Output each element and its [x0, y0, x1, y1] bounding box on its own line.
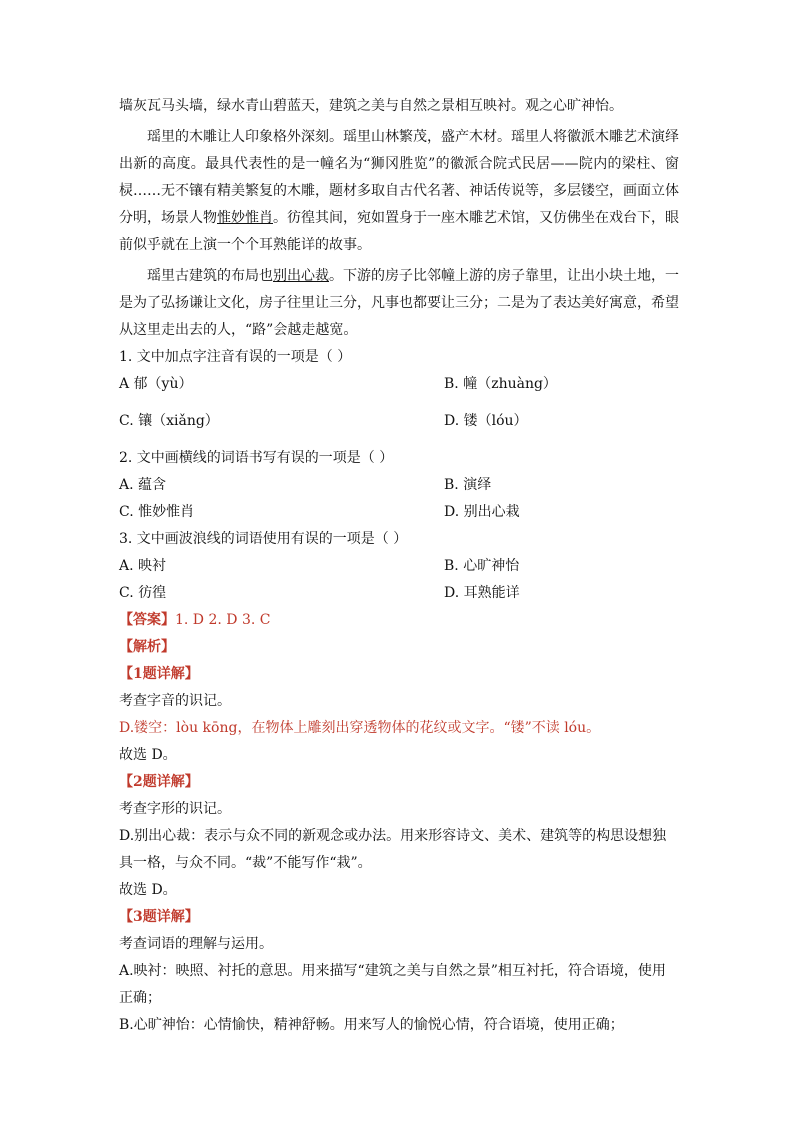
q2-conclusion: 故选 D。	[119, 882, 177, 898]
q2-detail: D.别出心裁：表示与众不同的新观念或办法。用来形容诗文、美术、建筑等的构思设想独具一格，与众不同。“裁”不能写作“栽”。	[119, 828, 667, 871]
question-1-stem: 1. 文中加点字注音有误的一项是（ ）	[119, 349, 352, 365]
passage-p3-text-b: 。下游的房子比邻幢上游的房子靠里，让出小块土地，一是为了弘扬谦让文化，房子往里让三分，凡事也都要让三分；二是为了表达美好寓意，希望从这里走出去的人，“路”会越走越宽。	[119, 268, 679, 338]
analysis-label: 【解析】	[119, 639, 175, 655]
passage-paragraph-2	[119, 124, 679, 259]
question-3-option-a: A. 映衬	[119, 558, 167, 574]
passage-paragraph-1: 墙灰瓦马头墙，绿水青山碧蓝天，建筑之美与自然之景相互映衬。观之心旷神怡。	[119, 98, 623, 114]
q1-detail-heading: 【1题详解】	[119, 666, 199, 682]
question-3-options	[119, 553, 679, 607]
answer-label: 【答案】	[119, 612, 175, 628]
passage-p2-text-a: 瑶里的木雕让人印象格外深刻。瑶里山林繁茂，盛产木材。瑶里人将徽派木雕艺术演绎出新的高度。最具代表性的是一幢名为“狮冈胜览”的徽派合院式民居——院内的梁柱、窗棂……无不镶有精美繁复的木雕，题材多取自古代名著、神话传说等，多层镂空，画面立体分明，场景人物	[119, 129, 679, 226]
q1-detail: D.镂空：lòu kōng，在物体上雕刻出穿透物体的花纹或文字。“镂”不读 lóu。	[119, 720, 601, 736]
question-3-option-c: C. 彷徨	[119, 585, 167, 601]
question-2-option-c: C. 惟妙惟肖	[119, 504, 195, 520]
question-3-stem: 3. 文中画波浪线的词语使用有误的一项是（ ）	[119, 531, 408, 547]
question-2-stem: 2. 文中画横线的词语书写有误的一项是（ ）	[119, 450, 394, 466]
answer-values: 1. D 2. D 3. C	[175, 612, 271, 628]
question-1-option-c: C. 镶（xiǎng）	[119, 413, 219, 429]
q2-topic: 考查字形的识记。	[119, 801, 231, 817]
question-1-option-b: B. 幢（zhuàng）	[444, 376, 557, 392]
passage-paragraph-3	[119, 263, 679, 344]
passage-p3-text-a: 瑶里古建筑的布局也	[147, 268, 273, 284]
q1-topic: 考查字音的识记。	[119, 693, 231, 709]
question-3-option-d: D. 耳熟能详	[444, 585, 520, 601]
document-content	[119, 93, 679, 1039]
underlined-word-biechuxincai: 别出心裁	[273, 268, 329, 284]
question-3-option-b: B. 心旷神怡	[444, 558, 520, 574]
question-1-option-d: D. 镂（lóu）	[444, 413, 528, 429]
q1-conclusion: 故选 D。	[119, 747, 177, 763]
question-2-option-d: D. 别出心栽	[444, 504, 520, 520]
q3-topic: 考查词语的理解与运用。	[119, 936, 273, 952]
answer-line	[119, 607, 679, 634]
question-2-option-a: A. 蕴含	[119, 477, 167, 493]
q3-detail-b: B.心旷神怡：心情愉快，精神舒畅。用来写人的愉悦心情，符合语境，使用正确；	[119, 1017, 624, 1033]
passage-p2-text-b: 。彷徨其间，宛如置身于一座木雕艺术馆，又仿佛坐在戏台下，眼前似乎就在上演一个个耳熟能详的故事。	[119, 210, 679, 253]
question-2-option-b: B. 演绎	[444, 477, 492, 493]
question-1-option-a: A 郁（yù）	[119, 376, 193, 392]
underlined-word-weimiaoweixiao: 惟妙惟肖	[217, 210, 273, 226]
question-1-options	[119, 371, 679, 445]
q2-detail-heading: 【2题详解】	[119, 774, 199, 790]
question-2-options	[119, 472, 679, 526]
q3-detail-a: A.映衬：映照、衬托的意思。用来描写“建筑之美与自然之景”相互衬托，符合语境，使用正确；	[119, 963, 666, 1006]
q3-detail-heading: 【3题详解】	[119, 909, 199, 925]
